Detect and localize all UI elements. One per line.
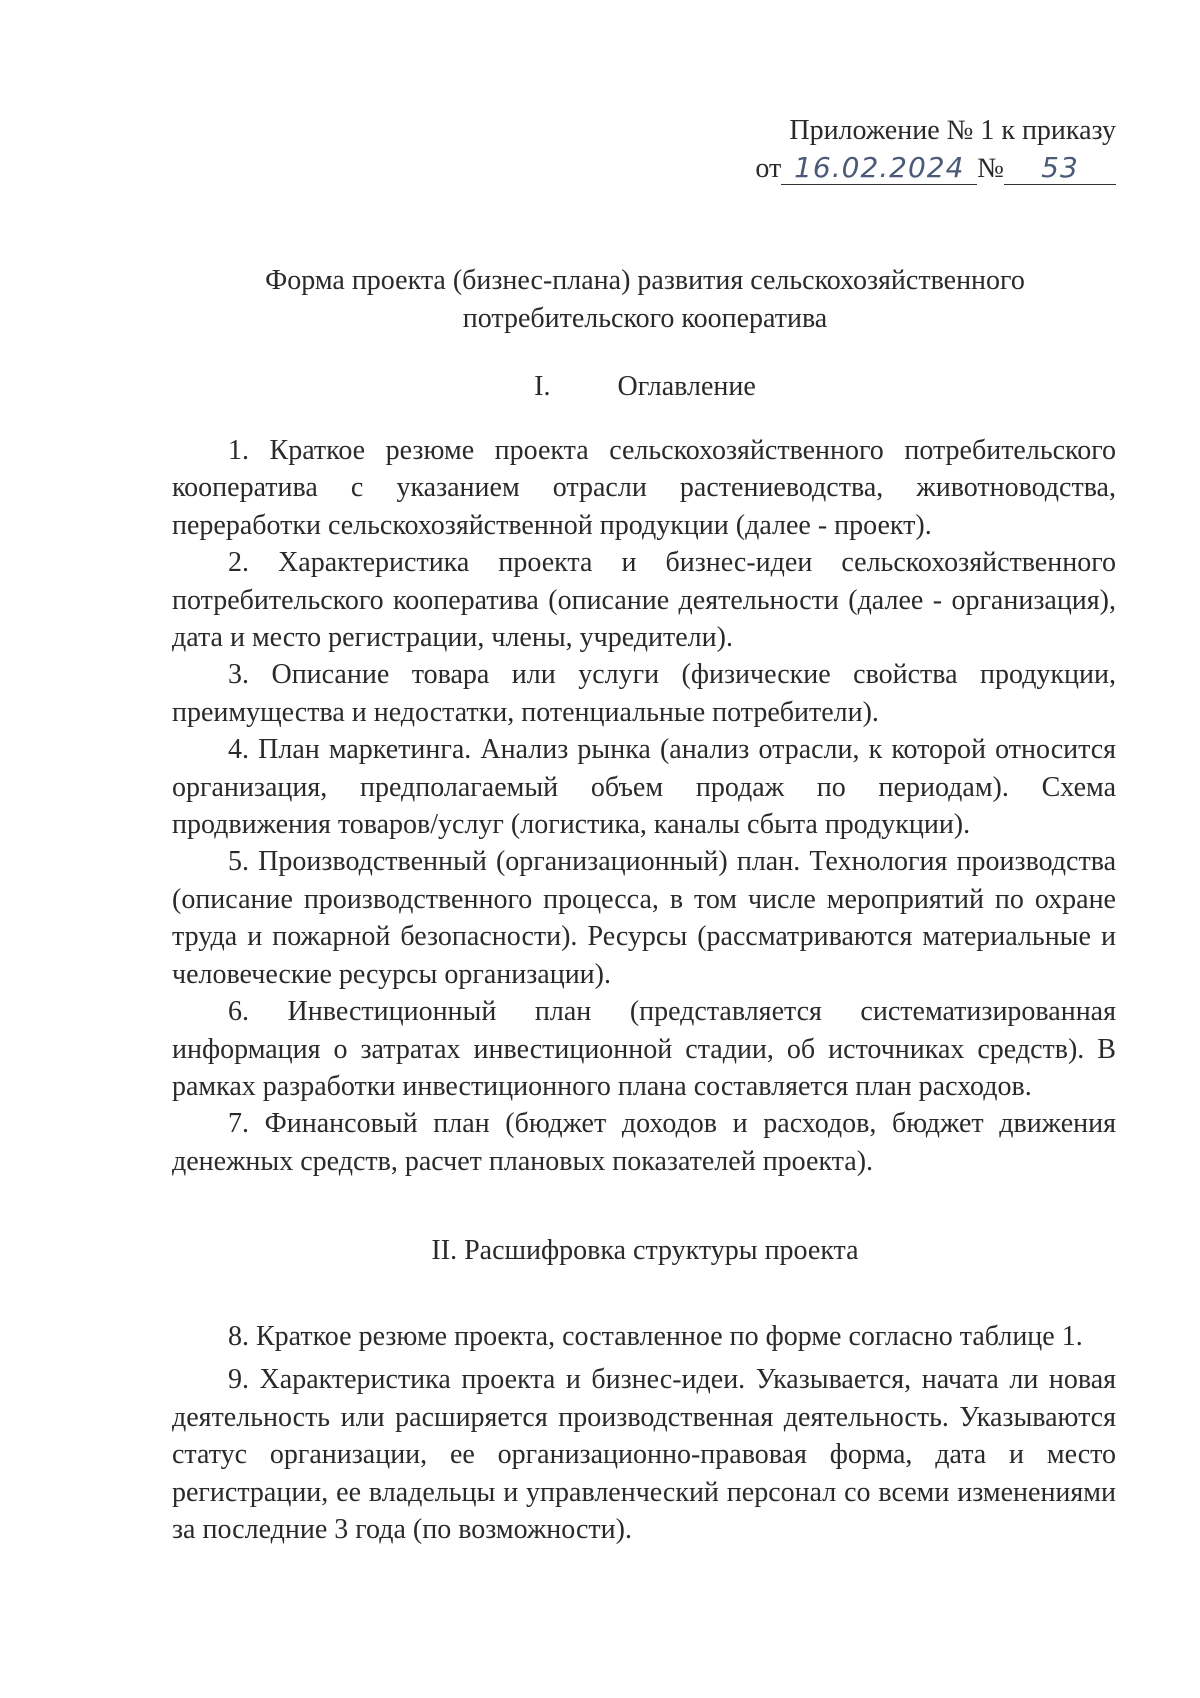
handwritten-date: 16.02.2024 <box>794 151 965 184</box>
title-line-1: Форма проекта (бизнес-плана) развития сельскохозяйственного <box>265 265 1025 296</box>
section-1-title: Оглавление <box>617 371 756 402</box>
annex-number-field <box>1004 153 1116 185</box>
document-title <box>170 262 1120 338</box>
annex-title: Приложение № 1 к приказу <box>789 115 1116 146</box>
structure-item-8: 8. Краткое резюме проекта, составленное по форме согласно таблице 1. <box>228 1321 1083 1352</box>
structure-item-9: 9. Характеристика проекта и бизнес-идеи. Указывается, начата ли новая деятельность или расширяется производственная деятельность. Указываются статус организации, ее организационно-правовая форма, дата и место регистрации, ее владельцы и управленческий персонал со всеми изменениями за последние 3 года (по возможности). <box>172 1364 1116 1546</box>
annex-prefix: от <box>755 153 782 184</box>
title-line-2: потребительского кооператива <box>462 303 828 334</box>
toc-item-4: 4. План маркетинга. Анализ рынка (анализ отрасли, к которой относится организация, предполагаемый объем продаж по периодам). Схема продвижения товаров/услуг (логистика, каналы сбыта продукции). <box>172 734 1116 841</box>
section-1-heading <box>170 368 1120 406</box>
handwritten-number: 53 <box>1041 151 1079 184</box>
toc-item-2: 2. Характеристика проекта и бизнес-идеи сельскохозяйственного потребительского кооператива (описание деятельности (далее - организация), дата и место регистрации, члены, учредители). <box>172 547 1116 654</box>
toc-item-1: 1. Краткое резюме проекта сельскохозяйственного потребительского кооператива с указанием отрасли растениеводства, животноводства, переработки сельскохозяйственной продукции (далее - проект). <box>172 435 1116 541</box>
section-1-number: I. <box>534 371 551 402</box>
toc-item-7: 7. Финансовый план (бюджет доходов и расходов, бюджет движения денежных средств, расчет плановых показателей проекта). <box>172 1108 1116 1177</box>
project-structure-text <box>172 1318 1116 1548</box>
annex-reference <box>696 112 1116 188</box>
annex-order-line <box>696 150 1116 188</box>
table-of-contents <box>172 432 1116 1180</box>
toc-item-5: 5. Производственный (организационный) план. Технология производства (описание производственного процесса, в том числе мероприятий по охране труда и пожарной безопасности). Ресурсы (рассматриваются материальные и человеческие ресурсы организации). <box>172 846 1116 990</box>
annex-number-label: № <box>977 153 1004 184</box>
toc-item-6: 6. Инвестиционный план (представляется систематизированная информация о затратах инвестиционной стадии, об источниках средств). В рамках разработки инвестиционного плана составляется план расходов. <box>172 996 1116 1102</box>
toc-item-3: 3. Описание товара или услуги (физические свойства продукции, преимущества и недостатки, потенциальные потребители). <box>172 659 1116 728</box>
annex-date-field <box>781 153 977 185</box>
section-2-heading: II. Расшифровка структуры проекта <box>431 1235 859 1266</box>
